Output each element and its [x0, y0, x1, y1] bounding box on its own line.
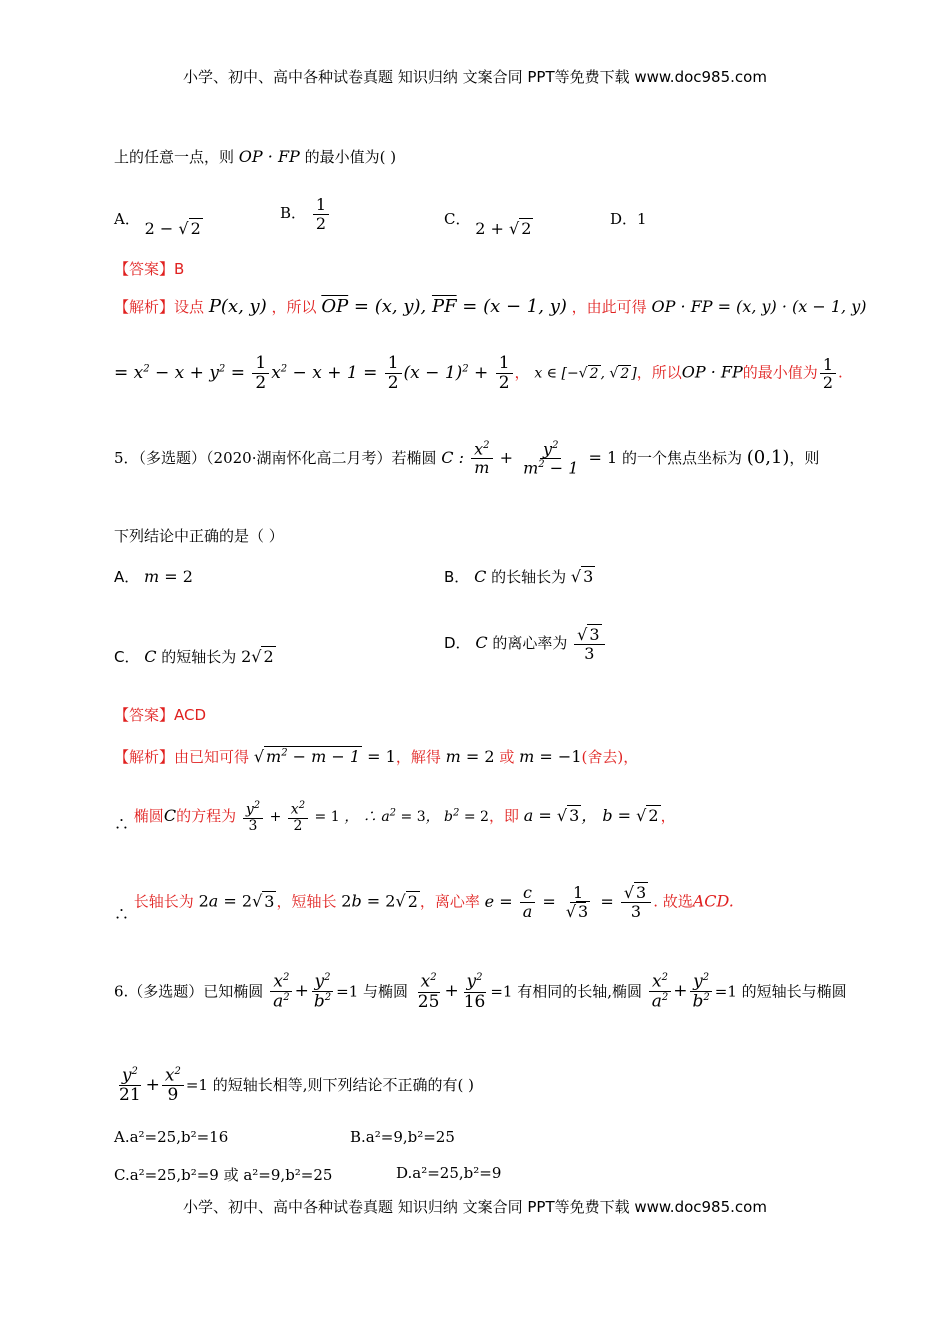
q5-option-b	[444, 566, 595, 587]
q4-option-a-label: A．	[114, 210, 140, 228]
q6-text-1: =1 与椭圆	[336, 982, 409, 1001]
q4-stem-text-a: 上的任意一点，则	[114, 148, 235, 166]
q5-m-eq-neg1: m = −1	[519, 747, 582, 766]
q4-option-b	[280, 196, 331, 232]
q4-option-a	[114, 208, 203, 238]
q6-option-c: C.a²=25,b²=9 或 a²=9,b²=25	[114, 1166, 333, 1184]
q6-text-4: =1 的短轴长相等,则下列结论不正确的有( )	[185, 1076, 474, 1095]
q5-analysis-text-6: 的方程为	[176, 807, 237, 826]
q6-ellipse-2: $\frac{x^2}{25}$ + $\frac{y^2}{16}$	[417, 971, 486, 1012]
q6-text-3: =1 的短轴长与椭圆	[714, 982, 847, 1001]
q5-stem-text-c: ，则	[789, 448, 820, 467]
q5-answer-tag: 【答案】	[114, 706, 175, 724]
q5-analysis-text-1: 由已知可得	[174, 748, 250, 766]
q4-point-p: P(x, y)	[208, 296, 267, 317]
q6-ellipse-1: $\frac{x^2}{a^2}$ + $\frac{y^2}{b^2}$	[268, 981, 336, 1001]
q4-option-c-formula: 2 + √ 2	[475, 219, 532, 238]
q4-analysis-line1	[114, 296, 867, 317]
q5-analysis-text-5: 椭圆	[133, 807, 164, 826]
q5-option-c	[114, 646, 276, 667]
q5-stem-line2: 下列结论中正确的是（ ）	[114, 527, 284, 545]
q4-formula-op-fp: OP · FP	[238, 147, 300, 166]
q4-stem-text-b: 的最小值为(	[304, 148, 386, 166]
q6-ellipse-4: $\frac{y^2}{21}$ + $\frac{x^2}{9}$	[114, 1075, 186, 1095]
q5-analysis-text-3: 或	[499, 748, 515, 766]
q6-option-a: A.a²=25,b²=16	[114, 1128, 229, 1146]
q5-option-c-c: C	[144, 647, 157, 666]
q5-option-c-formula: 2√ 2	[241, 647, 274, 666]
q5-answer	[114, 704, 206, 725]
q5-long-axis: 2a = 2√ 3	[198, 891, 275, 911]
q5-c-label: C	[163, 806, 177, 826]
page-footer: 小学、初中、高中各种试卷真题 知识归纳 文案合同 PPT等免费下载 www.doc985.com	[183, 1198, 767, 1216]
q5-analysis-line1	[114, 746, 638, 767]
q5-sqrt-eq: √ $m^2 - m - 1 = 1$	[253, 747, 396, 766]
q4-answer-value: B	[174, 260, 185, 278]
q4-option-b-label: B．	[280, 204, 307, 223]
q5-analysis-tag: 【解析】	[114, 748, 175, 766]
q5-analysis-text-12: ACD.	[692, 891, 734, 911]
q5-focus-point: (0,1)	[746, 446, 790, 468]
q5-m-eq-2: m = 2	[445, 747, 495, 766]
q5-answer-value: ACD	[174, 706, 207, 724]
q5-analysis-text-7: ，即	[488, 807, 519, 826]
q5-option-d-label: D．	[444, 634, 471, 653]
q6-option-d: D.a²=25,b²=9	[396, 1164, 502, 1182]
q6-stem-line1	[114, 972, 847, 1012]
q6-text-2: =1 有相同的长轴,椭圆	[490, 982, 642, 1001]
q5-short-axis: 2b = 2√ 2	[341, 891, 418, 911]
q6-stem-line2	[114, 1066, 474, 1105]
q4-op-fp-2: OP · FP	[681, 362, 743, 382]
q5-stem-text-b: 的一个焦点坐标为	[621, 448, 742, 467]
q5-option-a-formula: m = 2	[144, 567, 193, 586]
q5-option-c-label: C．	[114, 648, 140, 666]
q5-a-b-squared: ， ∴ $a^2 = 3$， $b^2 = 2$	[344, 807, 489, 826]
q4-min-value: $\frac{1}{2}$	[820, 356, 836, 392]
therefore-icon-2: ∴	[114, 904, 130, 923]
q5-option-b-c: C	[474, 567, 487, 586]
q4-option-c-label: C．	[444, 210, 471, 228]
q5-option-a	[114, 566, 193, 587]
q4-analysis-tag: 【解析】	[114, 298, 175, 316]
q4-analysis-line2: = $x^2 - x + y^2$ = $\frac{1}{2}$ $x^2 - x + 1$ = $\frac{1}{2}$ $(x - 1)^2$ + $\frac{1}{2}$ ， x ∈ [−√ 2 , √ 2 ]，所以OP · FP的最小值为 $\frac{1}{2}$ .	[114, 353, 843, 393]
q4-option-a-formula: 2 − √ 2	[144, 219, 201, 238]
q5-ellipse-eq: $\frac{y^2}{3}$ + $\frac{x^2}{2}$ = 1	[241, 809, 340, 825]
q4-analysis-text-1: 设点	[174, 298, 205, 316]
q5-option-a-label: A．	[114, 568, 140, 586]
q4-option-d: D．1	[610, 210, 647, 228]
q5-option-d	[444, 626, 607, 662]
q4-answer-tag: 【答案】	[114, 260, 175, 278]
q4-vectors: $\overline{OP} = (x$, y), $\overline{PF} = (x - 1$, y)	[321, 296, 567, 317]
q4-analysis-text-5: 的最小值为	[742, 363, 818, 382]
q5-analysis-line2: ∴ 椭圆C的方程为 $\frac{y^2}{3}$ + $\frac{x^2}{2}$ = 1 ， ∴ $a^2 = 3$， $b^2 = 2$，即 a = √ 3 ， b = √ 2 ，	[114, 800, 676, 835]
q5-option-b-text: 的长轴长为	[491, 568, 567, 586]
q4-analysis-text-3: ，由此可得	[571, 298, 647, 316]
page-header: 小学、初中、高中各种试卷真题 知识归纳 文案合同 PPT等免费下载 www.doc985.com	[183, 68, 767, 86]
q5-option-d-formula: $\frac{√ 3}{3}$	[574, 626, 604, 662]
q5-eccentricity: e = $\frac{c}{a}$ = $\frac{1}{√ 3}$ = $\frac{√ 3}{3}$	[485, 892, 654, 911]
q5-analysis-text-9: ，短轴长	[276, 892, 337, 911]
q4-range: x ∈ [−√ 2 , √ 2 ]	[534, 365, 637, 382]
q4-answer	[114, 258, 184, 279]
q5-analysis-text-8: 长轴长为	[133, 892, 194, 911]
q5-analysis-text-11: . 故选	[653, 892, 693, 911]
q6-number: 6.（多选题）已知椭圆	[114, 982, 264, 1001]
q4-expansion: = $x^2 - x + y^2$ = $\frac{1}{2}$ $x^2 - x + 1$ = $\frac{1}{2}$ $(x - 1)^2$ + $\frac{1}{2}$	[114, 363, 515, 383]
q4-stem	[114, 146, 396, 167]
q5-ellipse-formula: C : $\frac{x^2}{m}$ + $\frac{y^2}{m^2 - 1}$ = 1	[441, 439, 618, 478]
q4-option-c	[444, 208, 533, 238]
q4-option-b-formula: $\frac{1}{2}$	[313, 196, 329, 232]
q5-a-b-values: a = √ 3 ， b = √ 2	[523, 806, 659, 826]
q4-dot-product: OP · FP = (x, y) · (x − 1, y)	[651, 297, 867, 316]
q5-number-source: 5．（多选题）（2020·湖南怀化高二月考）若椭圆	[114, 448, 437, 467]
q5-analysis-text-4: (舍去)，	[581, 748, 639, 766]
therefore-icon: ∴	[114, 815, 130, 834]
q5-analysis-text-2: ，解得	[395, 748, 441, 766]
q4-stem-text-c: )	[390, 148, 397, 166]
q5-option-d-text: 的离心率为	[492, 634, 568, 653]
q6-option-b: B.a²=9,b²=25	[350, 1128, 455, 1146]
q5-option-d-c: C	[475, 633, 488, 653]
q5-option-b-formula: √ 3	[570, 567, 594, 586]
q4-analysis-text-4: 所以	[651, 363, 682, 382]
q5-option-c-text: 的短轴长为	[161, 648, 237, 666]
q5-analysis-line3	[114, 883, 734, 923]
q5-option-b-label: B．	[444, 568, 470, 586]
q6-ellipse-3: $\frac{x^2}{a^2}$ + $\frac{y^2}{b^2}$	[647, 981, 715, 1001]
q5-analysis-text-10: ，离心率	[419, 892, 480, 911]
q4-analysis-text-2: ，所以	[271, 298, 317, 316]
q5-stem	[114, 440, 819, 477]
